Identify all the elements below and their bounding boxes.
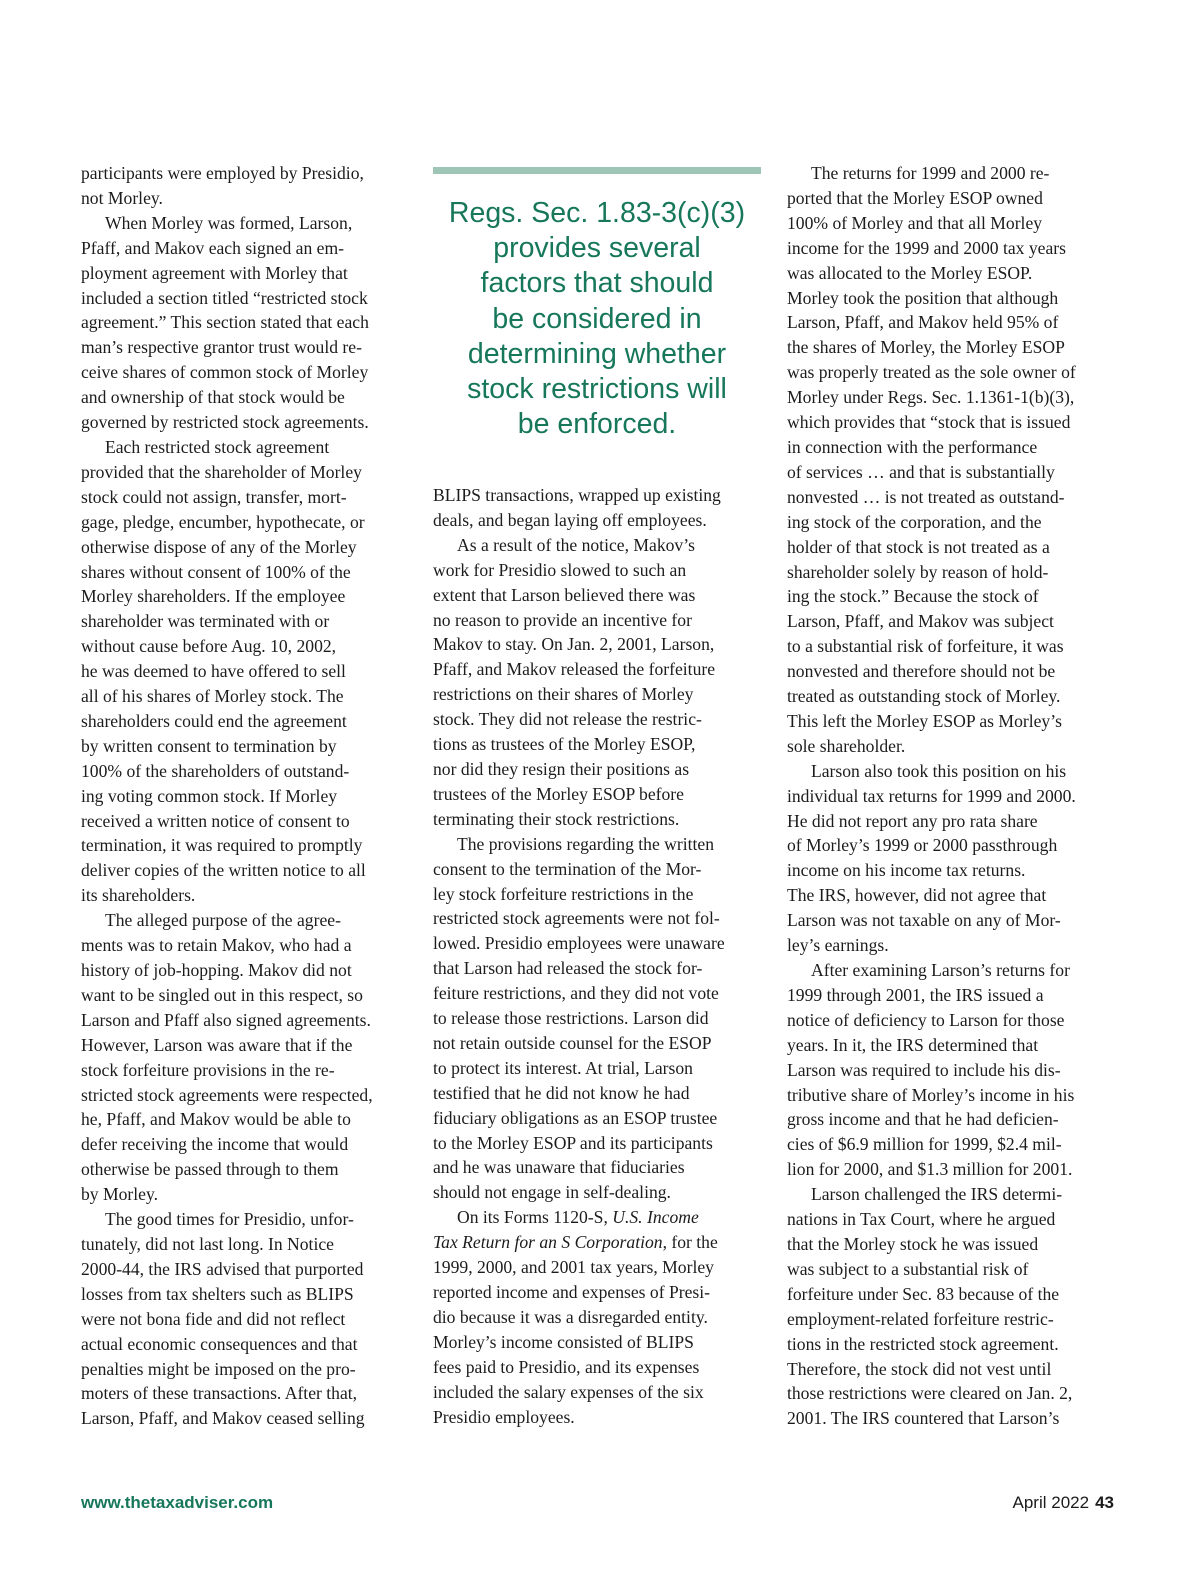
paragraph-line: he was deemed to have offered to sell bbox=[81, 661, 346, 682]
paragraph-line: shareholders could end the agreement bbox=[81, 710, 347, 731]
paragraph-line: otherwise dispose of any of the Morley bbox=[81, 536, 357, 557]
paragraph-line: The returns for 1999 and 2000 re- bbox=[811, 163, 1050, 183]
paragraph-line: shareholder was terminated with or bbox=[81, 611, 330, 632]
paragraph-line: On its Forms 1120-S, U.S. Income bbox=[457, 1207, 699, 1228]
paragraph-line: tions as trustees of the Morley ESOP, bbox=[433, 734, 696, 755]
paragraph-line: However, Larson was aware that if the bbox=[81, 1034, 353, 1055]
paragraph-line: fees paid to Presidio, and its expenses bbox=[433, 1356, 700, 1377]
paragraph bbox=[81, 908, 411, 1207]
paragraph-line: sole shareholder. bbox=[787, 735, 906, 756]
paragraph-line: work for Presidio slowed to such an bbox=[433, 559, 687, 580]
paragraph-line: should not engage in self-dealing. bbox=[433, 1182, 671, 1203]
paragraph-line: no reason to provide an incentive for bbox=[433, 609, 692, 630]
paragraph-line: Makov to stay. On Jan. 2, 2001, Larson, bbox=[433, 634, 715, 655]
paragraph-line: gage, pledge, encumber, hypothecate, or bbox=[81, 511, 365, 532]
paragraph-line: stricted stock agreements were respected, bbox=[81, 1084, 373, 1105]
paragraph-line: ments was to retain Makov, who had a bbox=[81, 935, 352, 956]
paragraph-line: cies of $6.9 million for 1999, $2.4 mil- bbox=[787, 1134, 1062, 1155]
paragraph-line: ley stock forfeiture restrictions in the bbox=[433, 883, 694, 904]
paragraph-line: The provisions regarding the written bbox=[457, 833, 714, 854]
paragraph-line: actual economic consequences and that bbox=[81, 1333, 358, 1354]
paragraph-line: that the Morley stock he was issued bbox=[787, 1233, 1039, 1254]
paragraph-line: was subject to a substantial risk of bbox=[787, 1258, 1029, 1279]
paragraph-line: Larson, Pfaff, and Makov ceased selling bbox=[81, 1408, 365, 1429]
paragraph bbox=[433, 832, 765, 1206]
footer-date: April 2022 bbox=[1012, 1493, 1090, 1512]
paragraph-line: were not bona fide and did not reflect bbox=[81, 1308, 346, 1329]
paragraph-line: not retain outside counsel for the ESOP bbox=[433, 1032, 712, 1053]
paragraph-line: penalties might be imposed on the pro- bbox=[81, 1358, 356, 1379]
paragraph-line: dio because it was a disregarded entity. bbox=[433, 1306, 708, 1327]
paragraph-line: defer receiving the income that would bbox=[81, 1134, 349, 1155]
paragraph-line: stock forfeiture provisions in the re- bbox=[81, 1059, 335, 1080]
pull-quote-line: determining whether bbox=[467, 337, 727, 370]
paragraph-line: notice of deficiency to Larson for those bbox=[787, 1009, 1065, 1030]
paragraph-line: deals, and began laying off employees. bbox=[433, 509, 707, 530]
paragraph bbox=[81, 161, 411, 211]
paragraph-line: individual tax returns for 1999 and 2000. bbox=[787, 785, 1076, 806]
pull-quote-line: provides several bbox=[493, 232, 701, 265]
paragraph-line: gross income and that he had deficien- bbox=[787, 1109, 1059, 1130]
paragraph-line: 1999 through 2001, the IRS issued a bbox=[787, 984, 1044, 1005]
paragraph-line: that Larson had released the stock for- bbox=[433, 958, 703, 979]
form-title-italic: U.S. Income bbox=[612, 1207, 699, 1228]
paragraph-line: of Morley’s 1999 or 2000 passthrough bbox=[787, 835, 1058, 856]
paragraph-line: tributive share of Morley’s income in his bbox=[787, 1084, 1075, 1105]
paragraph-line: nations in Tax Court, where he argued bbox=[787, 1209, 1056, 1230]
paragraph-line: He did not report any pro rata share bbox=[787, 810, 1038, 831]
paragraph-line: Morley shareholders. If the employee bbox=[81, 586, 346, 607]
paragraph-line: nor did they resign their positions as bbox=[433, 758, 690, 779]
paragraph-line: income for the 1999 and 2000 tax years bbox=[787, 237, 1066, 258]
paragraph-line: Larson and Pfaff also signed agreements. bbox=[81, 1009, 371, 1030]
paragraph-line: ployment agreement with Morley that bbox=[81, 262, 348, 283]
paragraph-line: shareholder solely by reason of hold- bbox=[787, 561, 1049, 582]
paragraph-line: The IRS, however, did not agree that bbox=[787, 885, 1047, 906]
paragraph-line: stock could not assign, transfer, mort- bbox=[81, 486, 347, 507]
pull-quote-line: Regs. Sec. 1.83-3(c)(3) bbox=[448, 197, 746, 229]
paragraph-line: which provides that “stock that is issued bbox=[787, 412, 1071, 433]
paragraph-line: of services … and that is substantially bbox=[787, 461, 1055, 482]
paragraph-line: 2001. The IRS countered that Larson’s bbox=[787, 1408, 1060, 1429]
paragraph-line: Larson was not taxable on any of Mor- bbox=[787, 910, 1061, 931]
paragraph-line: trustees of the Morley ESOP before bbox=[433, 783, 684, 804]
paragraph-line: 1999, 2000, and 2001 tax years, Morley bbox=[433, 1257, 714, 1278]
paragraph-line: The alleged purpose of the agree- bbox=[105, 910, 341, 931]
paragraph-line: man’s respective grantor trust would re- bbox=[81, 337, 362, 358]
paragraph-line: stock. They did not release the restric- bbox=[433, 709, 702, 730]
paragraph-line: and ownership of that stock would be bbox=[81, 387, 345, 408]
paragraph-line: and he was unaware that fiduciaries bbox=[433, 1157, 685, 1178]
paragraph-line: not Morley. bbox=[81, 187, 163, 208]
paragraph bbox=[81, 1207, 411, 1431]
paragraph-line: otherwise be passed through to them bbox=[81, 1159, 339, 1180]
paragraph-line: extent that Larson believed there was bbox=[433, 584, 696, 605]
column-2 bbox=[433, 483, 765, 1429]
paragraph-line: 100% of Morley and that all Morley bbox=[787, 212, 1043, 233]
pull-quote bbox=[433, 196, 761, 442]
paragraph-line: The good times for Presidio, unfor- bbox=[105, 1209, 354, 1230]
paragraph-line: reported income and expenses of Presi- bbox=[433, 1282, 711, 1302]
paragraph-line: Larson, Pfaff, and Makov held 95% of bbox=[787, 312, 1059, 333]
paragraph-line: employment-related forfeiture restric- bbox=[787, 1308, 1054, 1329]
paragraph-line: want to be singled out in this respect, so bbox=[81, 984, 363, 1005]
paragraph-line: ing the stock.” Because the stock of bbox=[787, 586, 1039, 607]
paragraph-line: the shares of Morley, the Morley ESOP bbox=[787, 337, 1065, 358]
paragraph-line: deliver copies of the written notice to all bbox=[81, 860, 366, 881]
paragraph-line: As a result of the notice, Makov’s bbox=[457, 534, 695, 555]
paragraph-line: shares without consent of 100% of the bbox=[81, 561, 351, 582]
paragraph-line: was properly treated as the sole owner of bbox=[787, 362, 1076, 383]
paragraph-line: its shareholders. bbox=[81, 885, 196, 906]
paragraph-line: received a written notice of consent to bbox=[81, 810, 350, 831]
footer-issue bbox=[1013, 1493, 1114, 1513]
paragraph-line: Pfaff, and Makov released the forfeiture bbox=[433, 659, 716, 680]
paragraph-line: by written consent to termination by bbox=[81, 735, 337, 756]
paragraph-line: included the salary expenses of the six bbox=[433, 1381, 704, 1402]
pull-quote-rule bbox=[433, 167, 761, 174]
paragraph-line: in connection with the performance bbox=[787, 436, 1038, 457]
paragraph-line: to the Morley ESOP and its participants bbox=[433, 1132, 713, 1153]
paragraph-line: treated as outstanding stock of Morley. bbox=[787, 686, 1061, 707]
paragraph-line: nonvested and therefore should not be bbox=[787, 661, 1056, 682]
paragraph-line: nonvested … is not treated as outstand- bbox=[787, 486, 1065, 507]
paragraph-line: fiduciary obligations as an ESOP trustee bbox=[433, 1107, 718, 1128]
paragraph-line: included a section titled “restricted stock bbox=[81, 287, 368, 308]
column-3 bbox=[787, 161, 1119, 1431]
paragraph-line: restrictions on their shares of Morley bbox=[433, 684, 694, 705]
paragraph-line: provided that the shareholder of Morley bbox=[81, 461, 362, 482]
paragraph-line: restricted stock agreements were not fol- bbox=[433, 908, 720, 929]
paragraph-line: to release those restrictions. Larson did bbox=[433, 1008, 709, 1029]
form-title-italic: Tax Return for an S Corporation bbox=[433, 1232, 663, 1253]
paragraph bbox=[787, 759, 1119, 884]
paragraph-line: Presidio employees. bbox=[433, 1406, 575, 1427]
paragraph-line: Morley took the position that although bbox=[787, 287, 1059, 308]
paragraph-line: tunately, did not last long. In Notice bbox=[81, 1233, 334, 1254]
paragraph-line: Morley under Regs. Sec. 1.1361-1(b)(3), bbox=[787, 387, 1075, 408]
paragraph-line: 100% of the shareholders of outstand- bbox=[81, 760, 350, 781]
paragraph-line: to a substantial risk of forfeiture, it was bbox=[787, 636, 1064, 657]
paragraph-line: moters of these transactions. After that, bbox=[81, 1383, 358, 1404]
paragraph bbox=[787, 958, 1119, 1182]
paragraph-line: Larson, Pfaff, and Makov was subject bbox=[787, 611, 1054, 632]
paragraph-line: BLIPS transactions, wrapped up existing bbox=[433, 485, 721, 505]
paragraph-line: feiture restrictions, and they did not vote bbox=[433, 983, 719, 1004]
paragraph-line: all of his shares of Morley stock. The bbox=[81, 686, 344, 707]
paragraph-line: by Morley. bbox=[81, 1184, 159, 1205]
paragraph-line: to protect its interest. At trial, Larson bbox=[433, 1057, 693, 1078]
paragraph-line: testified that he did not know he had bbox=[433, 1082, 690, 1103]
paragraph-line: Therefore, the stock did not vest until bbox=[787, 1358, 1052, 1379]
paragraph bbox=[81, 211, 411, 435]
paragraph-line: consent to the termination of the Mor- bbox=[433, 858, 702, 879]
paragraph-line: This left the Morley ESOP as Morley’s bbox=[787, 710, 1062, 731]
paragraph-line: Larson also took this position on his bbox=[811, 760, 1067, 781]
paragraph-line: history of job-hopping. Makov did not bbox=[81, 960, 352, 980]
paragraph-line: Each restricted stock agreement bbox=[105, 436, 330, 457]
paragraph bbox=[433, 533, 765, 832]
paragraph-line: was allocated to the Morley ESOP. bbox=[787, 262, 1033, 283]
paragraph-line: income on his income tax returns. bbox=[787, 860, 1026, 881]
paragraph-line: losses from tax shelters such as BLIPS bbox=[81, 1283, 354, 1304]
paragraph-line: governed by restricted stock agreements. bbox=[81, 412, 369, 433]
paragraph-line: participants were employed by Presidio, bbox=[81, 163, 364, 183]
paragraph-line: he, Pfaff, and Makov would be able to bbox=[81, 1109, 351, 1130]
paragraph-line: Morley’s income consisted of BLIPS bbox=[433, 1331, 694, 1352]
paragraph-line: forfeiture under Sec. 83 because of the bbox=[787, 1283, 1060, 1304]
paragraph bbox=[81, 435, 411, 908]
paragraph-line: terminating their stock restrictions. bbox=[433, 808, 680, 829]
paragraph-line: ported that the Morley ESOP owned bbox=[787, 187, 1043, 208]
paragraph-line: without cause before Aug. 10, 2002, bbox=[81, 636, 337, 657]
pull-quote-line: be enforced. bbox=[517, 408, 677, 441]
paragraph-line: lion for 2000, and $1.3 million for 2001. bbox=[787, 1159, 1073, 1180]
pull-quote-line: be considered in bbox=[492, 302, 702, 335]
column-1 bbox=[81, 161, 411, 1431]
paragraph-line: ley’s earnings. bbox=[787, 935, 889, 956]
paragraph-line: Larson challenged the IRS determi- bbox=[811, 1184, 1063, 1205]
paragraph-line: ing voting common stock. If Morley bbox=[81, 785, 338, 806]
paragraph-line: ceive shares of common stock of Morley bbox=[81, 362, 369, 383]
paragraph-line: ing stock of the corporation, and the bbox=[787, 511, 1042, 532]
pull-quote-line: factors that should bbox=[480, 267, 714, 300]
paragraph bbox=[787, 1182, 1119, 1431]
footer-url[interactable]: www.thetaxadviser.com bbox=[81, 1493, 274, 1512]
paragraph-line: Pfaff, and Makov each signed an em- bbox=[81, 237, 345, 258]
paragraph bbox=[433, 1205, 765, 1429]
paragraph-line: agreement.” This section stated that each bbox=[81, 312, 369, 333]
paragraph-line: 2000-44, the IRS advised that purported bbox=[81, 1258, 364, 1279]
paragraph-line: termination, it was required to promptly bbox=[81, 835, 363, 856]
paragraph-line: Larson was required to include his dis- bbox=[787, 1059, 1061, 1080]
paragraph bbox=[433, 483, 765, 533]
paragraph-line: those restrictions were cleared on Jan. 2, bbox=[787, 1383, 1073, 1404]
paragraph-line: Tax Return for an S Corporation, for the bbox=[433, 1232, 718, 1253]
paragraph bbox=[787, 161, 1119, 759]
paragraph-line: When Morley was formed, Larson, bbox=[105, 212, 353, 233]
paragraph-line: holder of that stock is not treated as a bbox=[787, 536, 1050, 557]
paragraph-line: tions in the restricted stock agreement. bbox=[787, 1333, 1059, 1354]
pull-quote-line: stock restrictions will bbox=[467, 373, 727, 406]
paragraph-line: years. In it, the IRS determined that bbox=[787, 1034, 1039, 1055]
page-number: 43 bbox=[1095, 1493, 1114, 1512]
paragraph-line: lowed. Presidio employees were unaware bbox=[433, 933, 725, 954]
paragraph-line: After examining Larson’s returns for bbox=[811, 960, 1070, 980]
paragraph bbox=[787, 883, 1119, 958]
